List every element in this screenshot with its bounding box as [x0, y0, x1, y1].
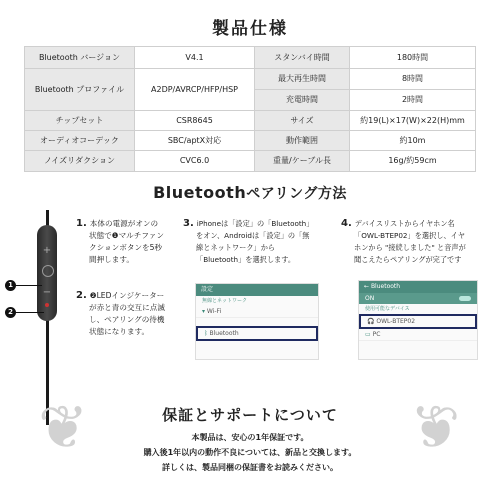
step-text: 「Bluetooth」を選択します。 [196, 255, 296, 264]
step-number: 4. [341, 218, 352, 229]
bluetooth-label: Bluetooth [209, 330, 239, 337]
step-text: デバイスリストからイヤホン名 [354, 219, 455, 228]
step-text: 本体の電源がオンの [89, 219, 159, 228]
toggle-switch-icon [459, 296, 471, 301]
monitor-icon: ▭ [365, 331, 373, 338]
volume-up-icon: + [42, 245, 52, 256]
volume-down-icon: − [42, 287, 52, 298]
step-text: iPhoneは「設定」の「Bluetooth」 [196, 219, 314, 228]
guarantee-line: 購入後1年以内の動作不良については、新品と交換します。 [143, 448, 357, 457]
spec-value: CVC6.0 [135, 151, 255, 172]
spacer [196, 318, 318, 326]
spec-label: オーディオコーデック [25, 131, 135, 151]
table-row [25, 131, 476, 151]
table-row [25, 111, 476, 131]
step-text: し、ペアリングの待機 [89, 315, 165, 324]
laurel-left-icon: ❦ [38, 393, 89, 463]
step-number: 3. [183, 218, 194, 229]
step-4 [341, 218, 497, 266]
step-text: クションボタンを5秒 [89, 243, 163, 252]
spec-value: 8時間 [350, 69, 476, 90]
step-text: 「OWL-BTEP02」を選択し、イヤ [354, 231, 466, 240]
android-settings-screenshot [195, 283, 319, 360]
bluetooth-icon: ᛒ [204, 330, 210, 337]
step-text: が赤と青の交互に点滅 [89, 303, 165, 312]
wifi-row [196, 306, 318, 318]
step-number: 1. [76, 218, 87, 229]
back-arrow-icon: ← [364, 283, 371, 290]
step-2 [76, 290, 188, 338]
spec-value: 16g/約59cm [350, 151, 476, 172]
section-label: 使用可能なデバイス [365, 306, 410, 312]
multifunction-button-icon [42, 265, 54, 277]
pairing-title-suffix: ペアリング方法 [246, 186, 347, 202]
spec-label: 充電時間 [255, 90, 350, 111]
step-text: 状態になります。 [89, 327, 150, 336]
spec-value: A2DP/AVRCP/HFP/HSP [135, 69, 255, 111]
spec-label: チップセット [25, 111, 135, 131]
bluetooth-on-row [359, 293, 477, 304]
spec-label: Bluetooth プロファイル [25, 69, 135, 111]
on-label: ON [365, 295, 375, 302]
table-row [25, 151, 476, 172]
spec-label: Bluetooth バージョン [25, 47, 135, 69]
step-text: 状態で❶マルチファン [89, 231, 164, 240]
callout-1: 1 [5, 280, 16, 291]
spec-label: 重量/ケーブル長 [255, 151, 350, 172]
step-number: 2. [76, 290, 87, 301]
section-label: 無線とネットワーク [202, 298, 248, 304]
spec-value: 約19(L)×17(W)×22(H)mm [350, 111, 476, 131]
guarantee-line: 詳しくは、製品同梱の保証書をお読みください。 [162, 463, 338, 472]
spec-label: 最大再生時間 [255, 69, 350, 90]
bluetooth-bar-title: Bluetooth [370, 283, 401, 290]
callout-line [16, 312, 44, 313]
device-name: OWL-BTEP02 [376, 318, 416, 325]
spec-label: 動作範囲 [255, 131, 350, 151]
page-title: 製品仕様 [212, 19, 288, 39]
table-row [25, 47, 476, 69]
wifi-label: Wi-Fi [206, 308, 222, 315]
spec-value: 180時間 [350, 47, 476, 69]
pairing-title [0, 183, 500, 203]
pc-row [359, 329, 477, 341]
spec-value: 約10m [350, 131, 476, 151]
step-text: ホンから "接続しました" と音声が [354, 243, 466, 252]
laurel-right-icon: ❦ [410, 393, 461, 463]
callout-2: 2 [5, 307, 16, 318]
bluetooth-bar [359, 281, 477, 293]
callout-line [16, 285, 42, 286]
spec-value: V4.1 [135, 47, 255, 69]
table-row [25, 69, 476, 90]
spec-label: ノイズリダクション [25, 151, 135, 172]
settings-bar: 設定 [196, 284, 318, 296]
spec-value: CSR8645 [135, 111, 255, 131]
step-3 [183, 218, 333, 266]
headphones-icon: 🎧 [367, 318, 377, 325]
spec-value: 2時間 [350, 90, 476, 111]
device-row [359, 314, 477, 329]
remote-control-illustration [37, 225, 57, 321]
spec-table [24, 46, 476, 172]
spec-value: SBC/aptX対応 [135, 131, 255, 151]
spec-label: スタンバイ時間 [255, 47, 350, 69]
led-indicator-icon [45, 303, 49, 307]
step-text: ❷LEDインジケーター [89, 291, 165, 300]
wifi-icon: ▾ [202, 308, 207, 315]
pairing-title-prefix: Bluetooth [153, 183, 247, 202]
spec-label: サイズ [255, 111, 350, 131]
bluetooth-settings-screenshot [358, 280, 478, 360]
bluetooth-row [196, 326, 318, 341]
guarantee-title: 保証とサポートについて [162, 406, 338, 424]
pc-label: PC [372, 331, 381, 338]
step-text: をオン、Androidは「設定」の「無 [196, 231, 310, 240]
step-1 [76, 218, 188, 266]
step-text: 聞こえたらペアリングが完了です [354, 255, 462, 264]
step-text: 間押します。 [89, 255, 134, 264]
step-text: 線とネットワーク」から [196, 243, 276, 252]
guarantee-line: 本製品は、安心の1年保証です。 [191, 433, 309, 442]
